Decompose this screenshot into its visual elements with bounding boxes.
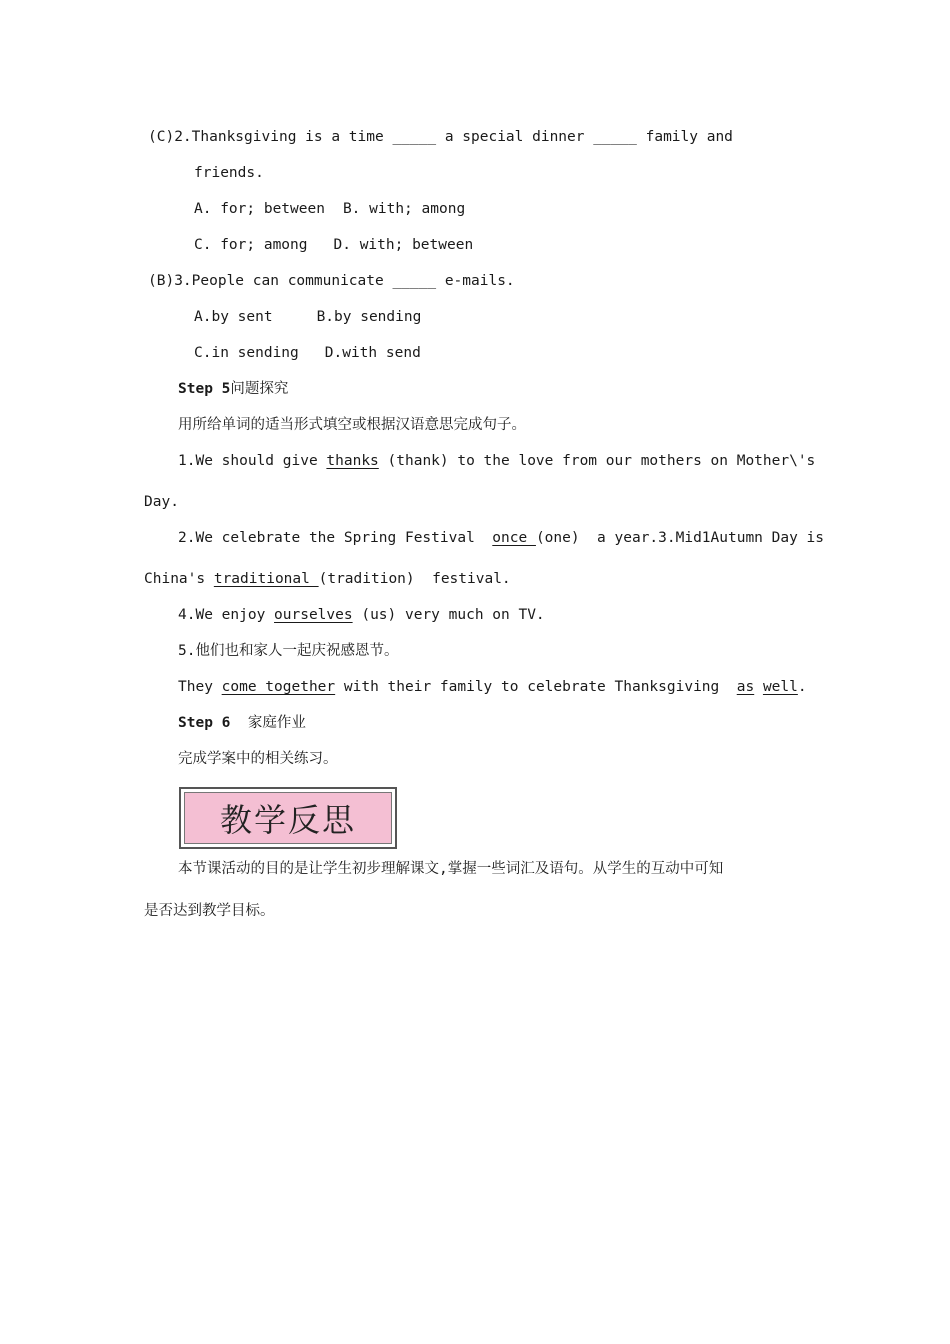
answer-blank: thanks [326,453,379,469]
reflection-text-cont: 是否达到教学目标。 [144,903,275,919]
sentence-text: (one) a year.3.Mid1Autumn Day is [535,530,825,546]
sentence-4 [178,605,545,625]
answer-blank: ourselves [274,607,353,623]
sentence-5 [178,677,807,697]
reflection-text: 本节课活动的目的是让学生初步理解课文,掌握一些词汇及语句。从学生的互动中可知 [178,861,724,877]
sentence-2 [178,528,824,548]
reflection-banner-title: 教学反思 [184,792,392,844]
options-row [194,307,421,327]
sentence-text: . [797,679,807,695]
answer-mark: (B) [148,273,175,289]
step-5-instruction: 用所给单词的适当形式填空或根据汉语意思完成句子。 [178,417,526,433]
answer-mark: (C) [148,129,175,145]
sentence-3 [144,569,511,589]
answer-blank: come together [221,679,336,695]
options-row [194,235,473,255]
question-stem: 3.People can communicate _____ e-mails. [174,273,515,289]
answer-blank: as [736,679,755,695]
option-b: B.by sending [316,309,422,325]
option-c: C. for; among [194,237,308,253]
answer-blank: traditional [213,571,319,587]
option-a: A.by sent [194,309,273,325]
sentence-text: (thank) to the love from our mothers on Mother\'s [378,453,816,469]
sentence-1 [178,451,815,471]
sentence-text: 2.We celebrate the Spring Festival [178,530,493,546]
step-title: 问题探究 [230,381,289,397]
step-label: Step 5 [178,381,231,397]
sentence-text: 1.We should give [178,453,327,469]
option-b: B. with; among [342,201,466,217]
step-title: 家庭作业 [247,715,306,731]
option-d: D.with send [324,345,421,361]
sentence-text: 4.We enjoy [178,607,275,623]
sentence-5-chinese: 5.他们也和家人一起庆祝感恩节。 [178,643,399,659]
step-5-heading [178,379,288,399]
option-c: C.in sending [194,345,299,361]
answer-blank: well [762,679,798,695]
options-row [194,343,421,363]
question-2 [148,127,733,147]
sentence-text: with their family to celebrate Thanksgiving [335,679,737,695]
question-stem-cont: friends. [194,165,264,181]
option-a: A. for; between [194,201,325,217]
sentence-1-cont: Day. [144,494,179,510]
sentence-text: They [178,679,222,695]
options-row [194,199,465,219]
answer-blank: once [492,530,536,546]
question-stem: 2.Thanksgiving is a time _____ a special dinner _____ family and [174,129,733,145]
reflection-banner [179,787,397,849]
step-label: Step 6 [178,715,231,731]
sentence-text: (us) very much on TV. [352,607,545,623]
question-3 [148,271,515,291]
step-6-text: 完成学案中的相关练习。 [178,751,338,767]
sentence-text [754,679,763,695]
sentence-text: (tradition) festival. [318,571,511,587]
step-6-heading [178,713,306,733]
sentence-text: China's [144,571,214,587]
option-d: D. with; between [333,237,474,253]
